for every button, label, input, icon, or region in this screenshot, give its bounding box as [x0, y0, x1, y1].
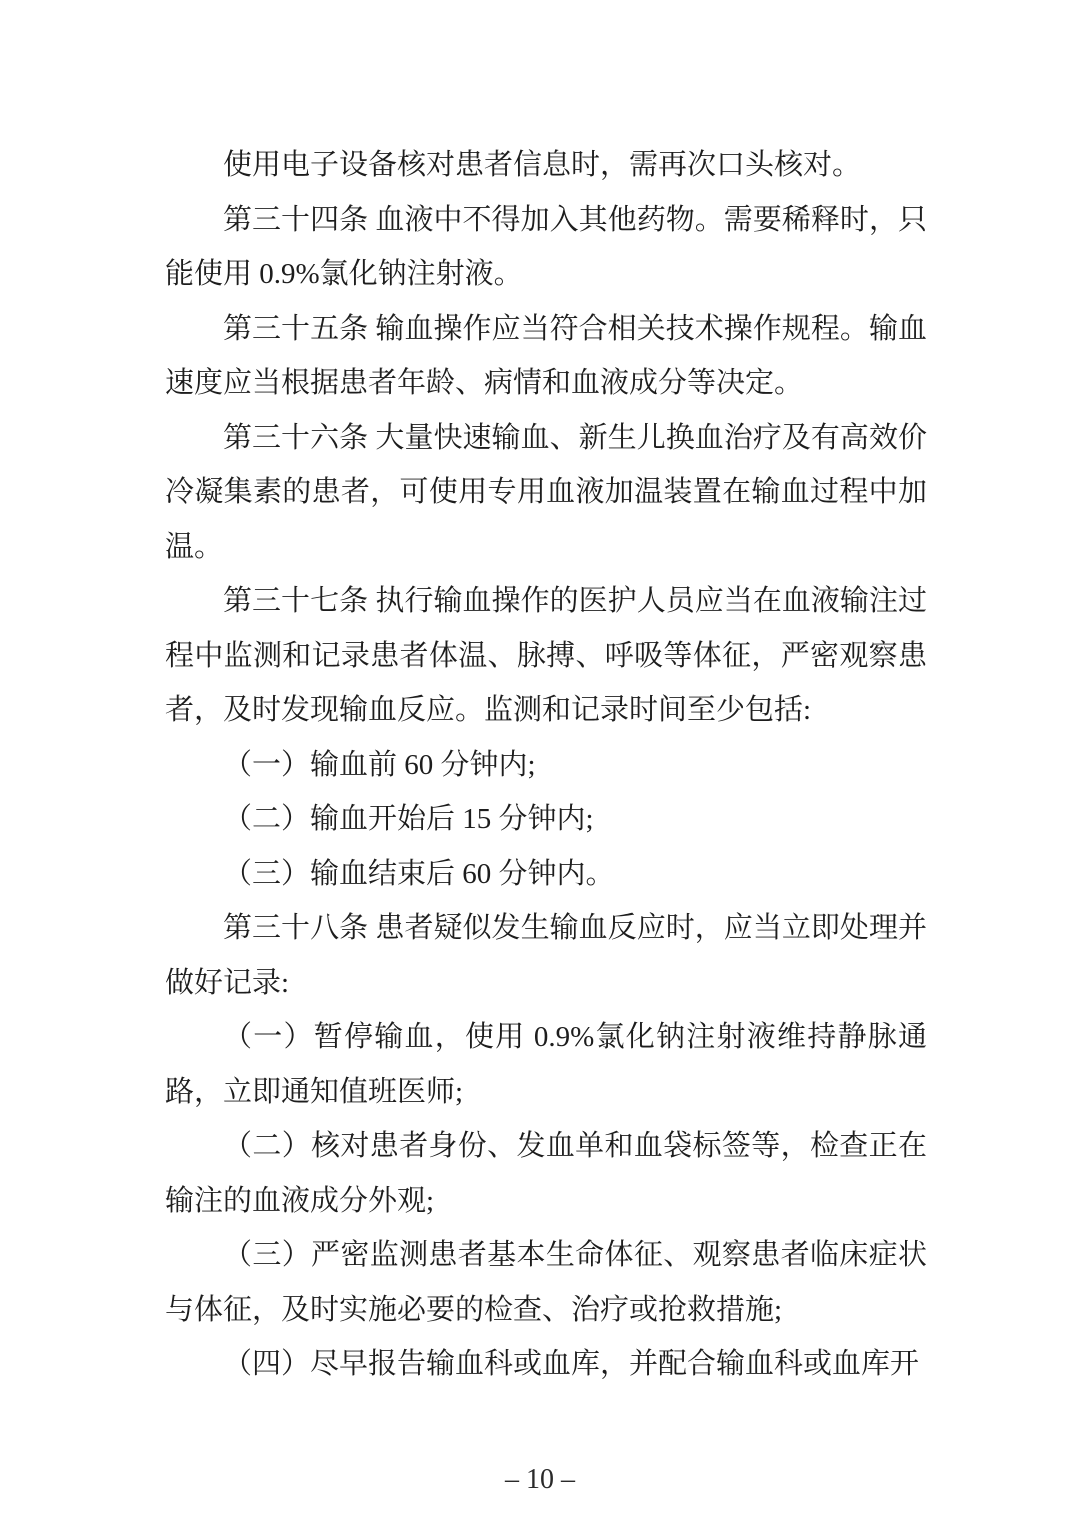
paragraph: （二）核对患者身份、发血单和血袋标签等，检查正在输注的血液成分外观;	[165, 1130, 927, 1217]
paragraph: （三）输血结束后 60 分钟内。	[223, 857, 615, 890]
paragraph: 第三十七条 执行输血操作的医护人员应当在血液输注过程中监测和记录患者体温、脉搏、呼吸等体征，严密观察患者，及时发现输血反应。监测和记录时间至少包括:	[165, 585, 927, 726]
paragraph: （二）输血开始后 15 分钟内;	[223, 803, 594, 835]
paragraph: （一）输血前 60 分钟内;	[223, 748, 536, 781]
paragraph: 第三十五条 输血操作应当符合相关技术操作规程。输血速度应当根据患者年龄、病情和血液成分等决定。	[165, 312, 927, 399]
paragraph: 第三十四条 血液中不得加入其他药物。需要稀释时，只能使用 0.9%氯化钠注射液。	[165, 203, 927, 290]
paragraph: （三）严密监测患者基本生命体征、观察患者临床症状与体征，及时实施必要的检查、治疗或抢救措施;	[165, 1239, 927, 1326]
paragraph: （一）暂停输血，使用 0.9%氯化钠注射液维持静脉通路，立即通知值班医师;	[165, 1021, 927, 1108]
page-footer	[0, 1458, 1080, 1502]
page-number: – 10 –	[505, 1464, 575, 1495]
paragraph: （四）尽早报告输血科或血库，并配合输血科或血库开	[223, 1348, 920, 1380]
paragraph: 第三十六条 大量快速输血、新生儿换血治疗及有高效价冷凝集素的患者，可使用专用血液加温装置在输血过程中加温。	[165, 421, 927, 563]
document-body	[165, 138, 927, 1392]
paragraph: 第三十八条 患者疑似发生输血反应时，应当立即处理并做好记录:	[165, 912, 927, 999]
paragraph: 使用电子设备核对患者信息时，需再次口头核对。	[223, 149, 862, 181]
